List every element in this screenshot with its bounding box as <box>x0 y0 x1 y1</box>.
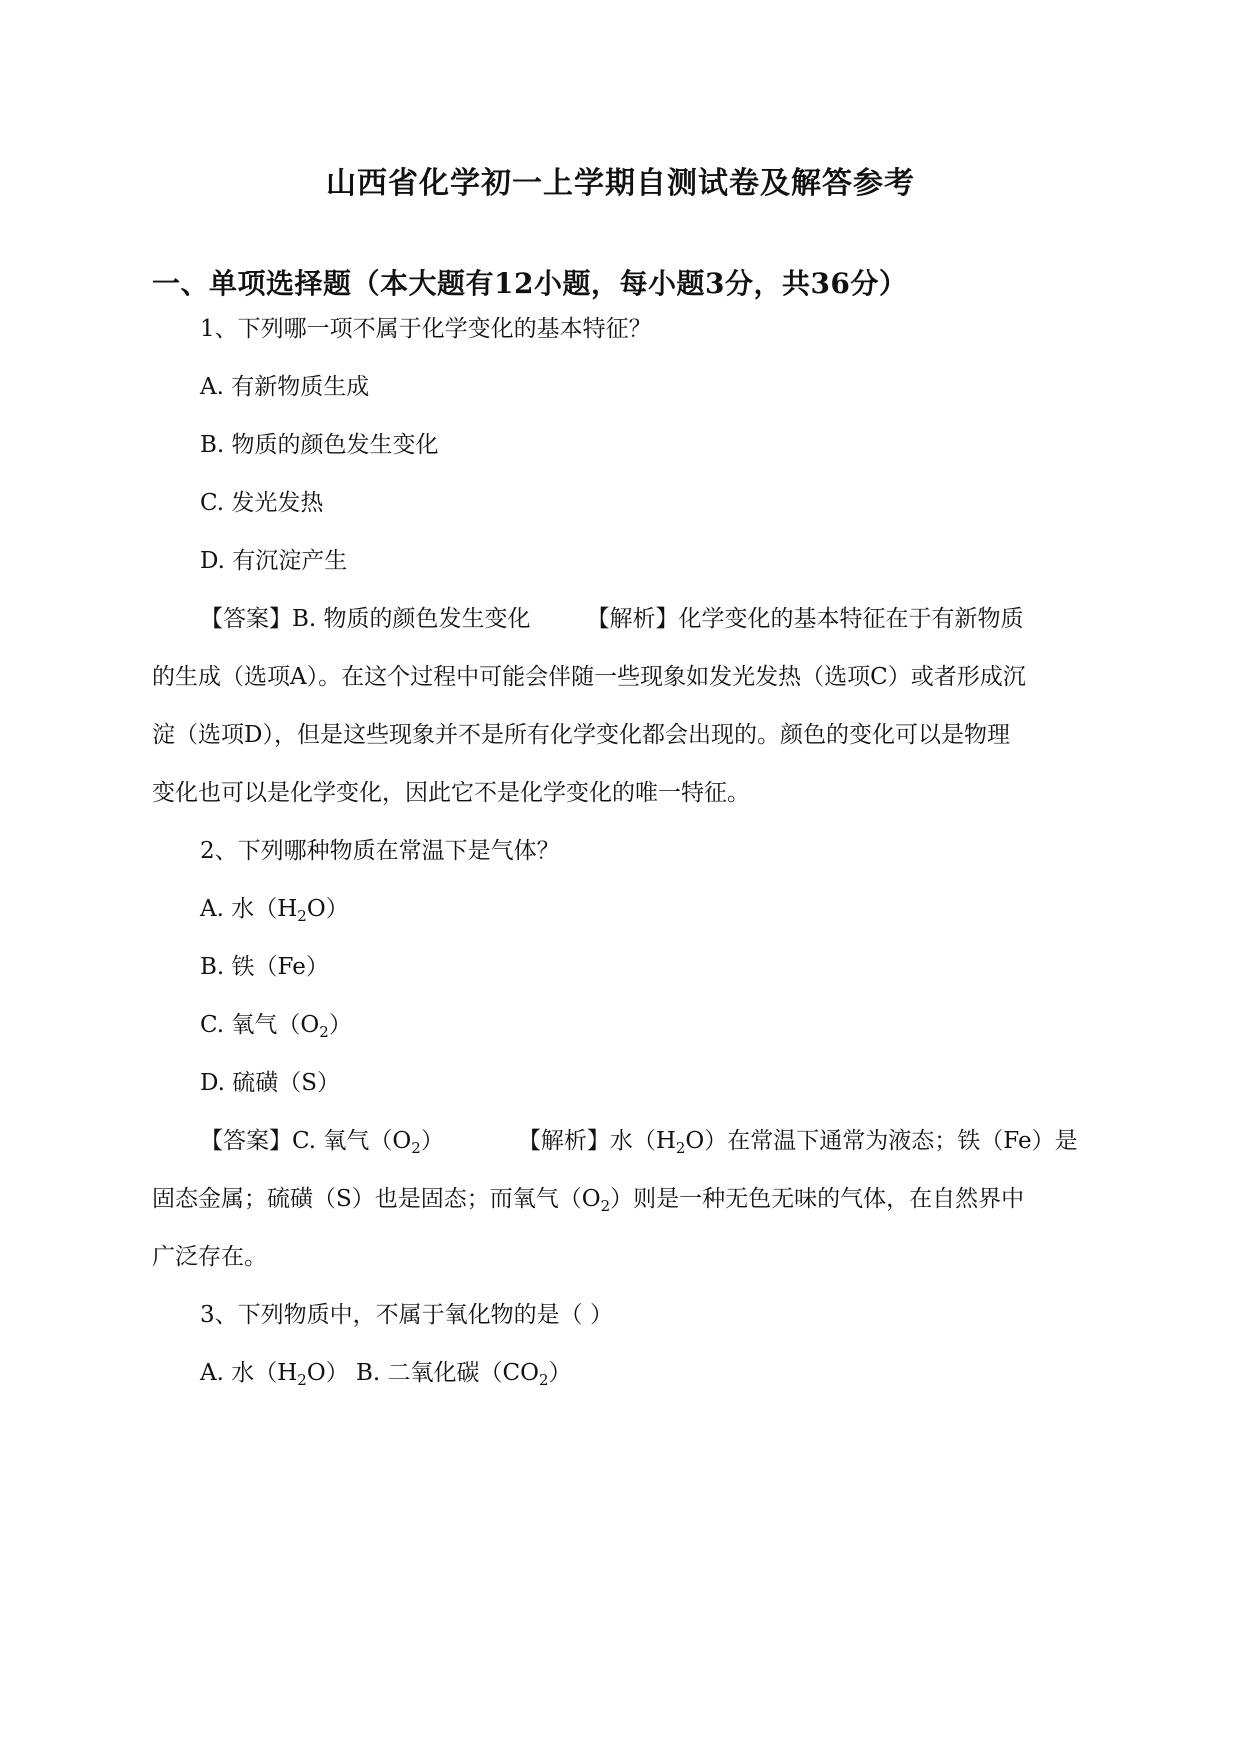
question-2-option-b: B. 铁（Fe） <box>200 954 329 980</box>
question-1-analysis-line-2: 的生成（选项A）。在这个过程中可能会伴随一些现象如发光发热（选项C）或者形成沉 <box>152 664 1026 690</box>
question-3-option-a: A. 水$(H_2O)$ <box>200 1360 357 1389</box>
question-2-analysis-line-2: 固态金属；硫磺（S）也是固态；而氧气$(O_2)$则是一种无色无味的气体，在自然界中 <box>152 1186 1025 1215</box>
question-1-analysis-line-3: 淀（选项D），但是这些现象并不是所有化学变化都会出现的。颜色的变化可以是物理 <box>152 722 1010 748</box>
question-2-analysis-start: 【解析】水$(H_2O)$在常温下通常为液态；铁（Fe）是 <box>517 1128 1078 1157</box>
question-3-stem: 3、下列物质中，不属于氧化物的是（ ） <box>200 1302 613 1328</box>
question-1-stem: 1、下列哪一项不属于化学变化的基本特征？ <box>200 316 652 342</box>
question-2-answer-line <box>200 1128 1078 1157</box>
question-1-answer: 【答案】B. 物质的颜色发生变化 <box>200 606 531 632</box>
question-1-answer-line <box>200 608 1024 631</box>
section-heading: 一、单项选择题（本大题有12小题，每小题3分，共36分） <box>152 267 908 300</box>
question-1-option-d: D. 有沉淀产生 <box>200 548 348 574</box>
question-2-option-d: D. 硫磺（S） <box>200 1070 340 1096</box>
question-2-option-c: C. 氧气$(O_2)$ <box>200 1012 352 1041</box>
question-3-option-b: B. 二氧化碳$(CO_2)$ <box>356 1360 572 1389</box>
question-1-option-c: C. 发光发热 <box>200 490 324 516</box>
page-title: 山西省化学初一上学期自测试卷及解答参考 <box>326 166 915 201</box>
question-2-analysis-line-3: 广泛存在。 <box>152 1244 267 1270</box>
question-3-options-ab <box>200 1360 572 1389</box>
question-1-option-b: B. 物质的颜色发生变化 <box>200 432 439 458</box>
question-2-option-a: A. 水$(H_2O)$ <box>200 896 349 925</box>
question-2-answer: 【答案】C. 氧气$(O_2)$ <box>200 1128 444 1157</box>
question-1-analysis-line-4: 变化也可以是化学变化，因此它不是化学变化的唯一特征。 <box>152 780 750 806</box>
question-1-option-a: A. 有新物质生成 <box>200 374 370 400</box>
question-2-stem: 2、下列哪种物质在常温下是气体？ <box>200 838 560 864</box>
question-1-analysis-start: 【解析】化学变化的基本特征在于有新物质 <box>586 606 1024 632</box>
